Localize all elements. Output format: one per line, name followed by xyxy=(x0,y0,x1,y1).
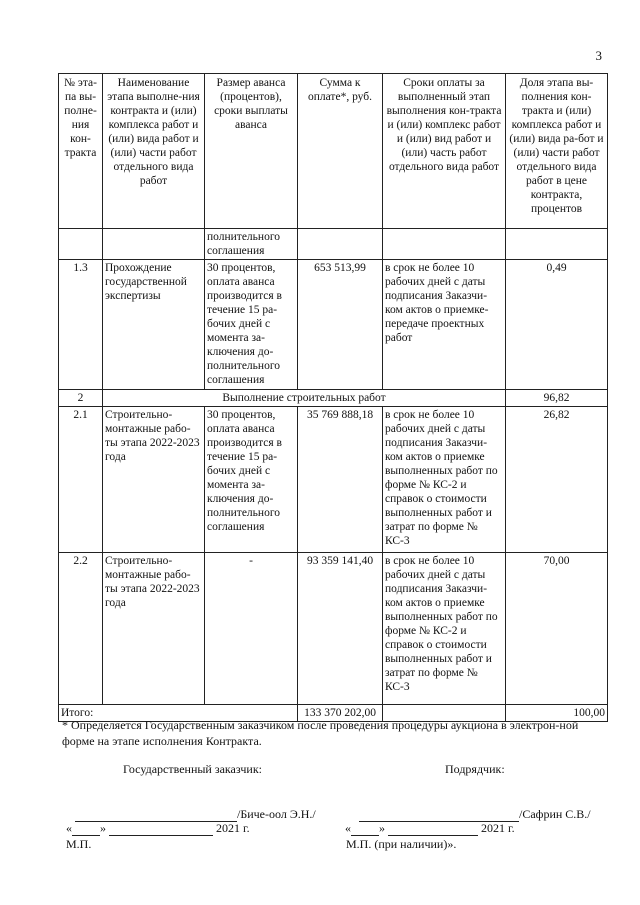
row-number: 1.3 xyxy=(59,260,103,390)
section-title: Выполнение строительных работ xyxy=(103,390,506,407)
row-name: Строительно-монтажные рабо-ты этапа 2022-2023 года xyxy=(103,553,205,705)
header-advance: Размер аванса (процентов), сроки выплаты аванса xyxy=(205,74,298,229)
header-stage-number: № эта-па вы-полне-ния кон-тракта xyxy=(59,74,103,229)
contractor-year: 2021 г. xyxy=(481,821,515,835)
row-terms: в срок не более 10 рабочих дней с даты подписания Заказчи-ком актов о приемке выполненных работ по форме № КС-2 и справок о стоимости выполненных работ и затрат по форме № КС-3 xyxy=(383,407,506,553)
customer-label: Государственный заказчик: xyxy=(123,762,263,776)
row-terms: в срок не более 10 рабочих дней с даты подписания Заказчи-ком актов о приемке-передаче проектных работ xyxy=(383,260,506,390)
table-row xyxy=(59,229,608,260)
row-name: Прохождение государственной экспертизы xyxy=(103,260,205,390)
header-stage-name: Наименование этапа выполне-ния контракта и (или) комплекса работ и (или) вида работ и (или) части работ отдельного вида работ xyxy=(103,74,205,229)
page-number: 3 xyxy=(595,48,602,63)
footnote: * Определяется Государственным заказчиком после проведения процедуры аукциона в электрон-ной форме на этапе исполнения Контракта. xyxy=(62,718,579,748)
header-sum: Сумма к оплате*, руб. xyxy=(298,74,383,229)
row-advance: 30 процентов, оплата аванса производится в течение 15 ра-бочих дней с момента за-ключения до-полнительного соглашения xyxy=(205,407,298,553)
row-sum: 653 513,99 xyxy=(298,260,383,390)
contractor-seal: М.П. (при наличии)». xyxy=(346,837,457,851)
row-share: 70,00 xyxy=(506,553,608,705)
row-share: 26,82 xyxy=(506,407,608,553)
row-sum: 93 359 141,40 xyxy=(298,553,383,705)
continuation-cell: полнительного соглашения xyxy=(205,229,298,260)
row-number: 2.1 xyxy=(59,407,103,553)
row-share: 0,49 xyxy=(506,260,608,390)
table-row xyxy=(59,260,608,390)
row-number: 2.2 xyxy=(59,553,103,705)
row-name: Строительно-монтажные рабо-ты этапа 2022-2023 года xyxy=(103,407,205,553)
total-label: Итого: xyxy=(59,705,298,722)
payment-schedule-table xyxy=(58,73,608,722)
row-advance: 30 процентов, оплата аванса производится в течение 15 ра-бочих дней с момента за-ключения до-полнительного соглашения xyxy=(205,260,298,390)
row-number: 2 xyxy=(59,390,103,407)
customer-name: /Биче-оол Э.Н./ xyxy=(237,807,316,821)
customer-date-line: « » 2021 г. xyxy=(66,821,250,835)
header-payment-terms: Сроки оплаты за выполненный этап выполнения кон-тракта и (или) комплекс работ и (или) вид работ и (или) часть работ отдельного вида работ xyxy=(383,74,506,229)
total-share: 100,00 xyxy=(506,705,608,722)
row-share: 96,82 xyxy=(506,390,608,407)
row-sum: 35 769 888,18 xyxy=(298,407,383,553)
customer-year: 2021 г. xyxy=(216,821,250,835)
contractor-label: Подрядчик: xyxy=(445,762,505,776)
row-advance: - xyxy=(205,553,298,705)
table-row xyxy=(59,407,608,553)
section-row xyxy=(59,390,608,407)
contractor-name: /Сафрин С.В./ xyxy=(519,807,591,821)
table-header-row xyxy=(59,74,608,229)
row-terms: в срок не более 10 рабочих дней с даты подписания Заказчи-ком актов о приемке выполненных работ по форме № КС-2 и справок о стоимости выполненных работ и затрат по форме № КС-3 xyxy=(383,553,506,705)
header-share: Доля этапа вы-полнения кон-тракта и (или) комплекса работ и (или) вида ра-бот и (или) части работ отдельного вида работ в цене контракта, процентов xyxy=(506,74,608,229)
customer-seal: М.П. xyxy=(66,837,92,851)
contractor-date-line: « » 2021 г. xyxy=(345,821,515,835)
total-sum: 133 370 202,00 xyxy=(298,705,383,722)
table-row xyxy=(59,553,608,705)
